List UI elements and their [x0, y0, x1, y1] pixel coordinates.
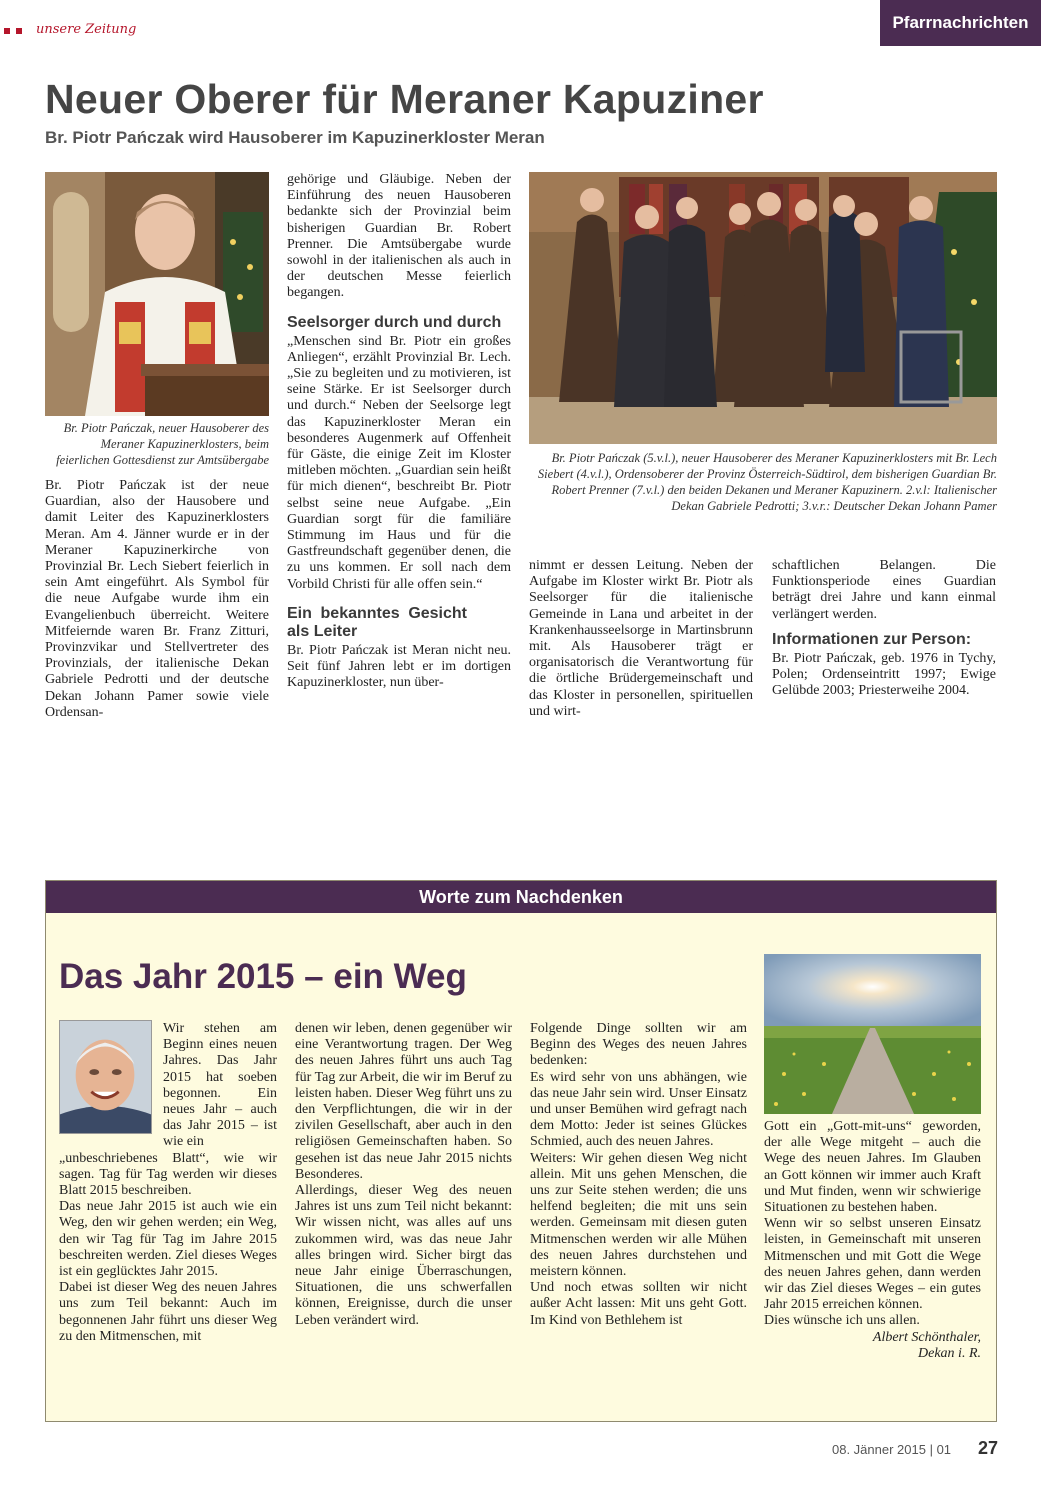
box-paragraph: Und noch etwas sollten wir nicht außer Acht lassen: Mit uns geht Gott. Im Kind von Bethlehem ist	[530, 1280, 747, 1328]
article-column-2	[287, 172, 511, 691]
priest-photo	[45, 172, 269, 416]
box-column-2	[295, 1021, 512, 1329]
page-number: 27	[978, 1438, 999, 1458]
article-subtitle: Br. Piotr Pańczak wird Hausoberer im Kapuzinerkloster Meran	[45, 128, 545, 147]
article-column-4	[772, 558, 996, 699]
section-heading: Informationen zur Person:	[772, 630, 972, 648]
section-heading: Seelsorger durch und durch	[287, 313, 502, 331]
photo2-caption: Br. Piotr Pańczak (5.v.l.), neuer Hausoberer des Meraner Kapuzinerklosters mit Br. Lech Siebert (4.v.l.), Ordensoberer der Provinz Österreich-Südtirol, dem bisherigen Guardian Br. Robert Prenner (7.v.l.) den beiden Dekanen und Meraner Kapuzinern. 2.v.l: Italienischer Dekan Gabriele Pedrotti; 3.v.r.: Deutscher Dekan Johann Pamer	[537, 451, 997, 513]
article-paragraph: gehörige und Gläubige. Neben der Einführung des neuen Hausoberen bedankte sich der Provinzial beim bisherigen Guardian Br. Robert Prenner. Die Amtsübergabe wurde sowohl in der italienischen als auch in der deutschen Messe feierlich begangen.	[287, 172, 511, 301]
article-paragraph: „Menschen sind Br. Piotr ein großes Anliegen“, erzählt Provinzial Br. Lech. „Sie zu begleiten und zu motivieren, ist seine Stärke. Er ist Seelsorger durch und durch.“ Neben der Seelsorge legt das Kapuzinerkloster Meran ein besonderes Augenmerk auf Offenheit für Gäste, die einige Zeit im Kloster mitleben möchten. „Guardian sein heißt für mich dienen“, beschreibt Br. Piotr selbst seine neue Aufgabe. „Ein Guardian sorgt für die familiäre Stimmung im Haus und für die Gastfreundschaft gegenüber denen, die zu uns kommen. Er soll nach dem Vorbild Christi für alle offen sein.“	[287, 333, 511, 592]
path-photo	[764, 954, 981, 1114]
header-marks	[4, 28, 22, 34]
box-paragraph: Das neue Jahr 2015 ist auch wie ein Weg, den wir gehen werden; ein Weg, den wir Tag für Tag im Jahre 2015 beschreiten werden. Ziel dieses Weges ist ein geglücktes Jahr 2015.	[59, 1199, 277, 1280]
group-photo	[529, 172, 997, 444]
article-title: Neuer Oberer für Meraner Kapuziner	[45, 76, 764, 122]
box-paragraph: Weiters: Wir gehen diesen Weg nicht allein. Mit uns gehen Menschen, die uns zur Seite stehen werden; die uns helfend begleiten; die mit uns sein werden. Gemeinsam mit diesen guten Mitmenschen werden wir alle Mühen des neuen Jahres durchstehen und meistern können.	[530, 1150, 747, 1280]
photo1-caption: Br. Piotr Pańczak, neuer Hausoberer des Meraner Kapuzinerklosters, beim feierlichen Gottesdienst zur Amtsübergabe	[56, 421, 269, 467]
article-column-3	[529, 558, 753, 720]
box-paragraph: Allerdings, dieser Weg des neuen Jahres ist uns zum Teil nicht bekannt: Wir wissen nicht, was alles auf uns zukommen wird, was das neue Jahr alles bringen wird. Sicher birgt das neue Jahr einige Überraschungen, Situationen, die uns schwerfallen können, Ereignisse, durch die unser Leben verändert wird.	[295, 1183, 512, 1328]
box-paragraph: Dabei ist dieser Weg des neuen Jahres uns zum Teil bekannt: Auch im begonnenen Jahr führt uns dieser Weg zu den Mitmenschen, mit	[59, 1280, 277, 1344]
reflection-box	[45, 880, 997, 1422]
box-column-3	[530, 1021, 747, 1329]
box-paragraph: Folgende Dinge sollten wir am Beginn des Weges des neuen Jahres bedenken:	[530, 1021, 747, 1069]
box-title: Das Jahr 2015 – ein Weg	[59, 957, 467, 996]
article-paragraph: Br. Piotr Pańczak ist der neue Guardian, also der Hausobere und damit Leiter des Kapuzinerklosters Meran. Am 4. Jänner wurde er in der Meraner Kapuzinerkirche von Provinzial Br. Lech Siebert feierlich in sein Amt eingeführt. Als Symbol für die neue Aufgabe wurde ihm ein Evangelienbuch überreicht. Weitere Mitfeiernde waren Br. Franz Zitturi, Provinzvikar und Stellvertreter des Provinzials, der italienische Dekan Gabriele Pedrotti und der deutsche Dekan Johann Pamer sowie viele Ordensan-	[45, 478, 269, 720]
box-column-1	[59, 1021, 277, 1345]
box-paragraph: Wenn wir so selbst unseren Einsatz leisten, in Gemeinschaft mit unseren Mitmenschen und mit Gott die Wege des neuen Jahres gehen, dann werden wir das Ziel dieses Weges – ein gutes Jahr 2015 erreichen können.	[764, 1216, 981, 1313]
box-paragraph: Es wird sehr von uns abhängen, wie das neue Jahr sein wird. Unser Einsatz und unser Bemühen wird gefragt nach dem Motto: Jeder ist seines Glückes Schmied, auch des neuen Jahres.	[530, 1069, 747, 1150]
box-intro: Wir stehen am Beginn eines neuen Jahres. Das Jahr 2015 hat soeben begonnen. Ein neues Jahr – auch das Jahr 2015 – ist wie ein	[163, 1021, 277, 1150]
article-column-1	[45, 478, 269, 721]
box-header: Worte zum Nachdenken	[46, 881, 996, 913]
issue-date: 08. Jänner 2015 | 01	[832, 1442, 952, 1457]
article-paragraph: Br. Piotr Pańczak, geb. 1976 in Tychy, Polen; Ordenseintritt 1997; Ewige Gelübde 2003; Priesterweihe 2004.	[772, 650, 996, 699]
author-title: Dekan i. R.	[918, 1345, 981, 1361]
section-heading: Ein bekanntes Gesicht als Leiter	[287, 604, 467, 640]
box-paragraph: denen wir leben, denen gegenüber wir eine Verantwortung tragen. Der Weg des neuen Jahres führt uns auch Tag für Tag zur Arbeit, die wir im Beruf zu leisten haben. Dieser Weg führt uns zu den Verpflichtungen, die wir in der zivilen Gesellschaft, aber auch in den religiösen Gemeinschaften haben. So gesehen ist das neue Jahr 2015 nichts Besonderes.	[295, 1021, 512, 1182]
box-paragraph: Gott ein „Gott-mit-uns“ geworden, der alle Wege mitgeht – auch die Wege des neuen Jahres. Im Glauben an Gott können wir immer auch Kraft und Mut finden, wenn wir schwierige Situationen zu bestehen haben.	[764, 1119, 981, 1216]
article-paragraph: schaftlichen Belangen. Die Funktionsperiode eines Guardian beträgt drei Jahre und kann einmal verlängert werden.	[772, 558, 996, 622]
article-paragraph: nimmt er dessen Leitung. Neben der Aufgabe im Kloster wirkt Br. Piotr als Seelsorger für die italienische Gemeinde in Lana und arbeitet in der Krankenhausseelsorge in Martinsbrunn mit. Als Hausoberer trägt er organisatorisch die Verantwortung für die örtliche Brüdergemeinschaft und das Kloster in personellen, spirituellen und wirt-	[529, 558, 753, 719]
box-paragraph: Dies wünsche ich uns allen.	[764, 1313, 920, 1329]
section-tab: Pfarrnachrichten	[880, 0, 1041, 46]
article-paragraph: Br. Piotr Pańczak ist Meran nicht neu. Seit fünf Jahren lebt er im dortigen Kapuzinerkloster, nun über-	[287, 642, 511, 691]
box-column-4	[764, 1119, 981, 1362]
brand-logo: unsere Zeitung	[36, 22, 137, 37]
author-name: Albert Schönthaler,	[872, 1329, 981, 1345]
box-paragraph: „unbeschriebenes Blatt“, wie wir sagen. Tag für Tag werden wir dieses Blatt 2015 beschreiben.	[59, 1150, 277, 1199]
